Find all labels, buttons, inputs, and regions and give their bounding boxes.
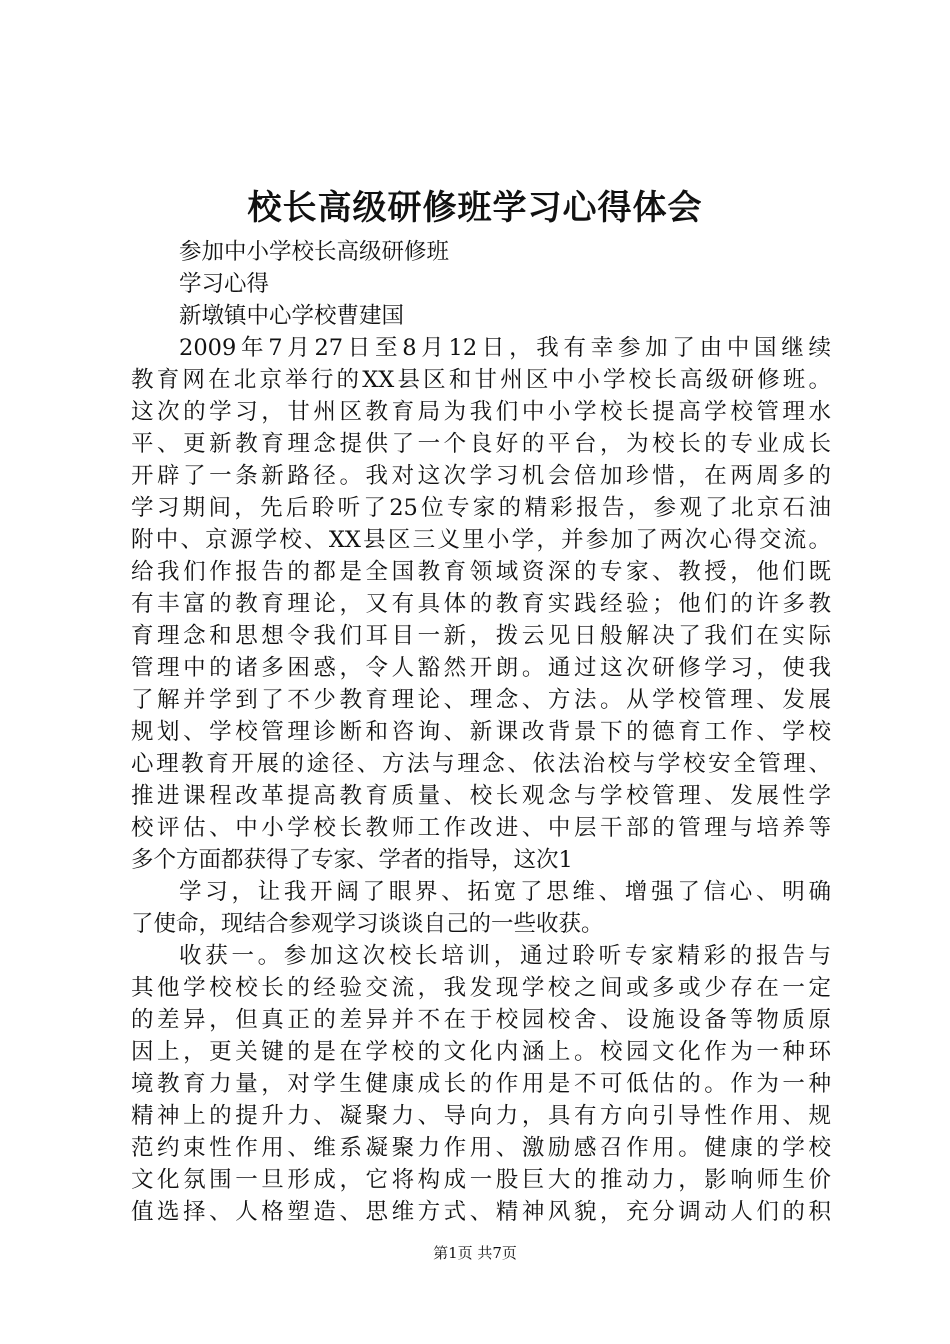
text-line: 管理中的诸多困惑，令人豁然开朗。通过这次研修学习，使我 bbox=[131, 655, 831, 681]
text-line: 规划、学校管理诊断和咨询、新课改背景下的德育工作、学校 bbox=[131, 719, 831, 745]
text-line: 心理教育开展的途径、方法与理念、依法治校与学校安全管理、 bbox=[131, 751, 831, 777]
page-footer: 第1页 共7页 bbox=[433, 1244, 517, 1262]
text-line: 多个方面都获得了专家、学者的指导，这次1 bbox=[131, 847, 573, 873]
text-line: 平、更新教育理念提供了一个良好的平台，为校长的专业成长 bbox=[131, 431, 831, 457]
text-line: 范约束性作用、维系凝聚力作用、激励感召作用。健康的学校 bbox=[131, 1135, 831, 1161]
text-line: 的差异，但真正的差异并不在于校园校舍、设施设备等物质原 bbox=[131, 1007, 831, 1033]
text-line: 收获一。参加这次校长培训，通过聆听专家精彩的报告与 bbox=[179, 943, 831, 969]
text-line: 校评估、中小学校长教师工作改进、中层干部的管理与培养等 bbox=[131, 815, 831, 841]
text-line: 开辟了一条新路径。我对这次学习机会倍加珍惜，在两周多的 bbox=[131, 463, 831, 489]
text-line: 给我们作报告的都是全国教育领域资深的专家、教授，他们既 bbox=[131, 559, 831, 585]
text-line: 有丰富的教育理论，又有具体的教育实践经验；他们的许多教 bbox=[131, 591, 831, 617]
document-title: 校长高级研修班学习心得体会 bbox=[247, 188, 703, 228]
text-line: 新墩镇中心学校曹建国 bbox=[179, 303, 405, 329]
text-line: 育理念和思想令我们耳目一新，拨云见日般解决了我们在实际 bbox=[131, 623, 831, 649]
text-line: 推进课程改革提高教育质量、校长观念与学校管理、发展性学 bbox=[131, 783, 831, 809]
text-line: 教育网在北京举行的XX县区和甘州区中小学校长高级研修班。 bbox=[131, 367, 831, 393]
text-line: 参加中小学校长高级研修班 bbox=[179, 239, 450, 265]
text-line: 这次的学习，甘州区教育局为我们中小学校长提高学校管理水 bbox=[131, 399, 831, 425]
text-line: 2009年7月27日至8月12日，我有幸参加了由中国继续 bbox=[179, 335, 831, 361]
text-line: 了解并学到了不少教育理论、理念、方法。从学校管理、发展 bbox=[131, 687, 831, 713]
text-line: 其他学校校长的经验交流，我发现学校之间或多或少存在一定 bbox=[131, 975, 831, 1001]
text-line: 文化氛围一旦形成，它将构成一股巨大的推动力，影响师生价 bbox=[131, 1167, 831, 1193]
text-line: 境教育力量，对学生健康成长的作用是不可低估的。作为一种 bbox=[131, 1071, 831, 1097]
text-line: 学习期间，先后聆听了25位专家的精彩报告，参观了北京石油 bbox=[131, 495, 831, 521]
document-body bbox=[131, 236, 831, 1228]
text-line: 学习心得 bbox=[179, 271, 270, 297]
text-line: 值选择、人格塑造、思维方式、精神风貌，充分调动人们的积 bbox=[131, 1199, 831, 1225]
text-line: 了使命，现结合参观学习谈谈自己的一些收获。 bbox=[131, 911, 604, 937]
text-line: 精神上的提升力、凝聚力、导向力，具有方向引导性作用、规 bbox=[131, 1103, 831, 1129]
text-line: 因上，更关键的是在学校的文化内涵上。校园文化作为一种环 bbox=[131, 1039, 831, 1065]
text-line: 学习，让我开阔了眼界、拓宽了思维、增强了信心、明确 bbox=[179, 879, 831, 905]
text-line: 附中、京源学校、XX县区三义里小学，并参加了两次心得交流。 bbox=[131, 527, 831, 553]
